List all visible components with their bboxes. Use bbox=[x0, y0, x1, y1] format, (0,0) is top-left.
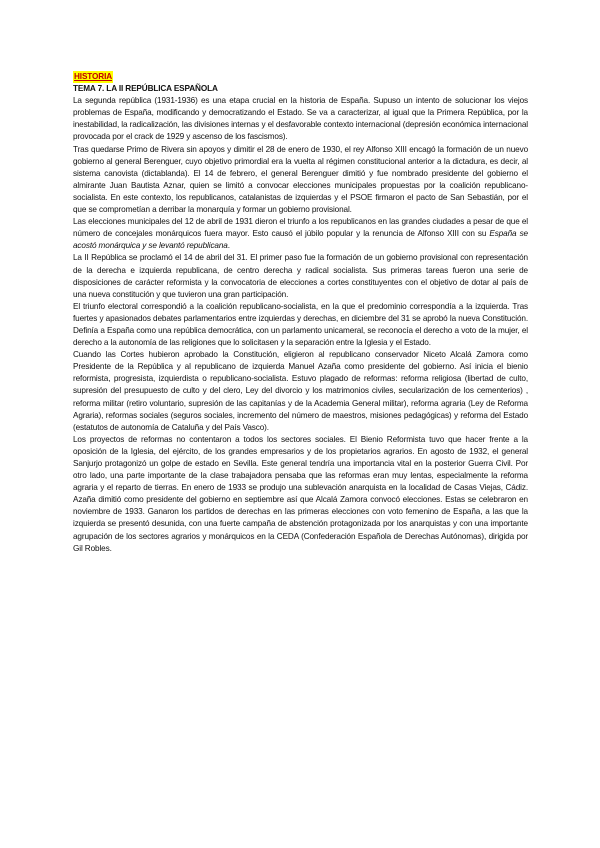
paragraph-constitution bbox=[73, 301, 528, 349]
paragraph-reformist-biennium bbox=[73, 349, 528, 434]
paragraph-text: Tras quedarse Primo de Rivera sin apoyos y dimitir el 28 de enero de 1930, el rey Alfonso XIII encagó la formación de un nuevo gobierno al general Berenguer, cuyo objetivo primordial era la vuelta al régimen constitucional anterior a la dictadura, es decir, al sistema canovista (dictablanda). El 14 de febrero, el general Berenguer dimitió y fue nombrado presidente del gobierno el almirante Juan Bautista Aznar, quien se limitó a convocar elecciones municipales propuestas por la coalición republicano-socialista. En este contexto, los republicanos, catalanistas de izquierdas y el PSOE firmaron el pacto de San Sebastián, por el que se comprometían a derribar la monarquía y formar un gobierno provisional. bbox=[73, 144, 528, 215]
paragraph-text: La segunda república (1931-1936) es una etapa crucial en la historia de España. Supuso un intento de solucionar los viejos problemas de España, modificando y democratizando el Estado. Se va a caracterizar, al igual que la Primera República, por la inestabilidad, la radicalización, las divisiones internas y el desfavorable contexto internacional (depresión económica internacional provocada por el crack de 1929 y ascenso de los fascismos). bbox=[73, 96, 528, 142]
paragraph-text-tail: . bbox=[227, 241, 230, 251]
paragraph-opposition bbox=[73, 434, 528, 555]
paragraph-proclamation bbox=[73, 252, 528, 300]
paragraph-text: El triunfo electoral correspondió a la coalición republicano-socialista, en la que el predominio correspondía a la izquierda. Tras fuertes y apasionados debates parlamentarios entre izquierdas y derechas, en diciembre del 31 se aprobó la nueva Constitución. Definía a España como una república democrática, con un parlamento unicameral, se reconocía el derecho a voto de la mujer, el derecho a la autonomía de las religiones que lo solicitasen y la separación entre la Iglesia y el Estado. bbox=[73, 301, 528, 348]
italic-quote: España se acostó monárquica y se levantó republicana bbox=[73, 229, 528, 251]
paragraph-text: Las elecciones municipales del 12 de abril de 1931 dieron el triunfo a los republicanos en las grandes ciudades a pesar de que el número de concejales monárquicos fuera mayor. Esto causó el júbilo popular y la renuncia de Alfonso XIII con su bbox=[73, 217, 528, 239]
topic-title: TEMA 7. LA II REPÚBLICA ESPAÑOLA bbox=[73, 84, 218, 94]
paragraph-fall-of-monarchy bbox=[73, 144, 528, 217]
paragraph-text: Cuando las Cortes hubieron aprobado la Constitución, eligieron al republicano conservador Niceto Alcalá Zamora como Presidente de la República y al republicano de izquierda Manuel Azaña como presidente del gobierno. Así inicia el bienio reformista, progresista, izquierdista o republicano-socialista. Estuvo plagado de reformas: reforma religiosa (libertad de culto, supresión del presupuesto de culto y del clero, Ley del divorcio y los matrimonios civiles, secularización de los cementerios) , reforma militar (retiro voluntario, supresión de las capitanías y de la Academia General militar), reforma agraria (Ley de Reforma Agraria), reformas sociales (seguros sociales, incremento del número de maestros, misiones pedagógicas) y reforma del Estado (estatutos de autonomía de Cataluña y del País Vasco). bbox=[73, 350, 528, 432]
paragraph-text: La II República se proclamó el 14 de abril del 31. El primer paso fue la formación de un gobierno provisional con representación de la derecha e izquierda republicana, de centro derecha y radical socialista. Sus primeras tareas fueron una serie de disposiciones de carácter reformista y la convocatoria de elecciones a cortes constituyentes con el objetivo de dotar al país de una nueva constitución y que tuvieron una gran participación. bbox=[73, 253, 528, 299]
paragraph-text: Los proyectos de reformas no contentaron a todos los sectores sociales. El Bienio Reformista tuvo que hacer frente a la oposición de la Iglesia, del ejército, de los grandes empresarios y de los propietarios agrarios. En agosto de 1932, el general Sanjurjo protagonizó un golpe de estado en Sevilla. Este general tendría una importancia vital en la posterior Guerra Civil. Por otro lado, una parte importante de la clase trabajadora pensaba que las reformas eran muy lentas, especialmente la reforma agraria y el reparto de tierras. En enero de 1933 se produjo una sublevación anarquista en la localidad de Casas Viejas, Cádiz. Azaña dimitió como presidente del gobierno en septiembre así que Alcalá Zamora convocó elecciones. Estas se celebraron en noviembre de 1933. Ganaron los partidos de derechas en las primeras elecciones con voto femenino de España, a las que la izquierda se presentó desunida, con una fuerte campaña de abstención protagonizada por los anarquistas y con una importante agrupación de los sectores agrarios y monárquicos en la CEDA (Confederación Española de Derechas Autónomas), dirigida por Gil Robles. bbox=[73, 434, 528, 553]
paragraph-intro bbox=[73, 95, 528, 143]
subject-label: HISTORIA bbox=[73, 71, 113, 83]
paragraph-municipal-elections bbox=[73, 216, 528, 252]
subject-heading bbox=[73, 71, 528, 83]
document-page bbox=[73, 71, 528, 555]
